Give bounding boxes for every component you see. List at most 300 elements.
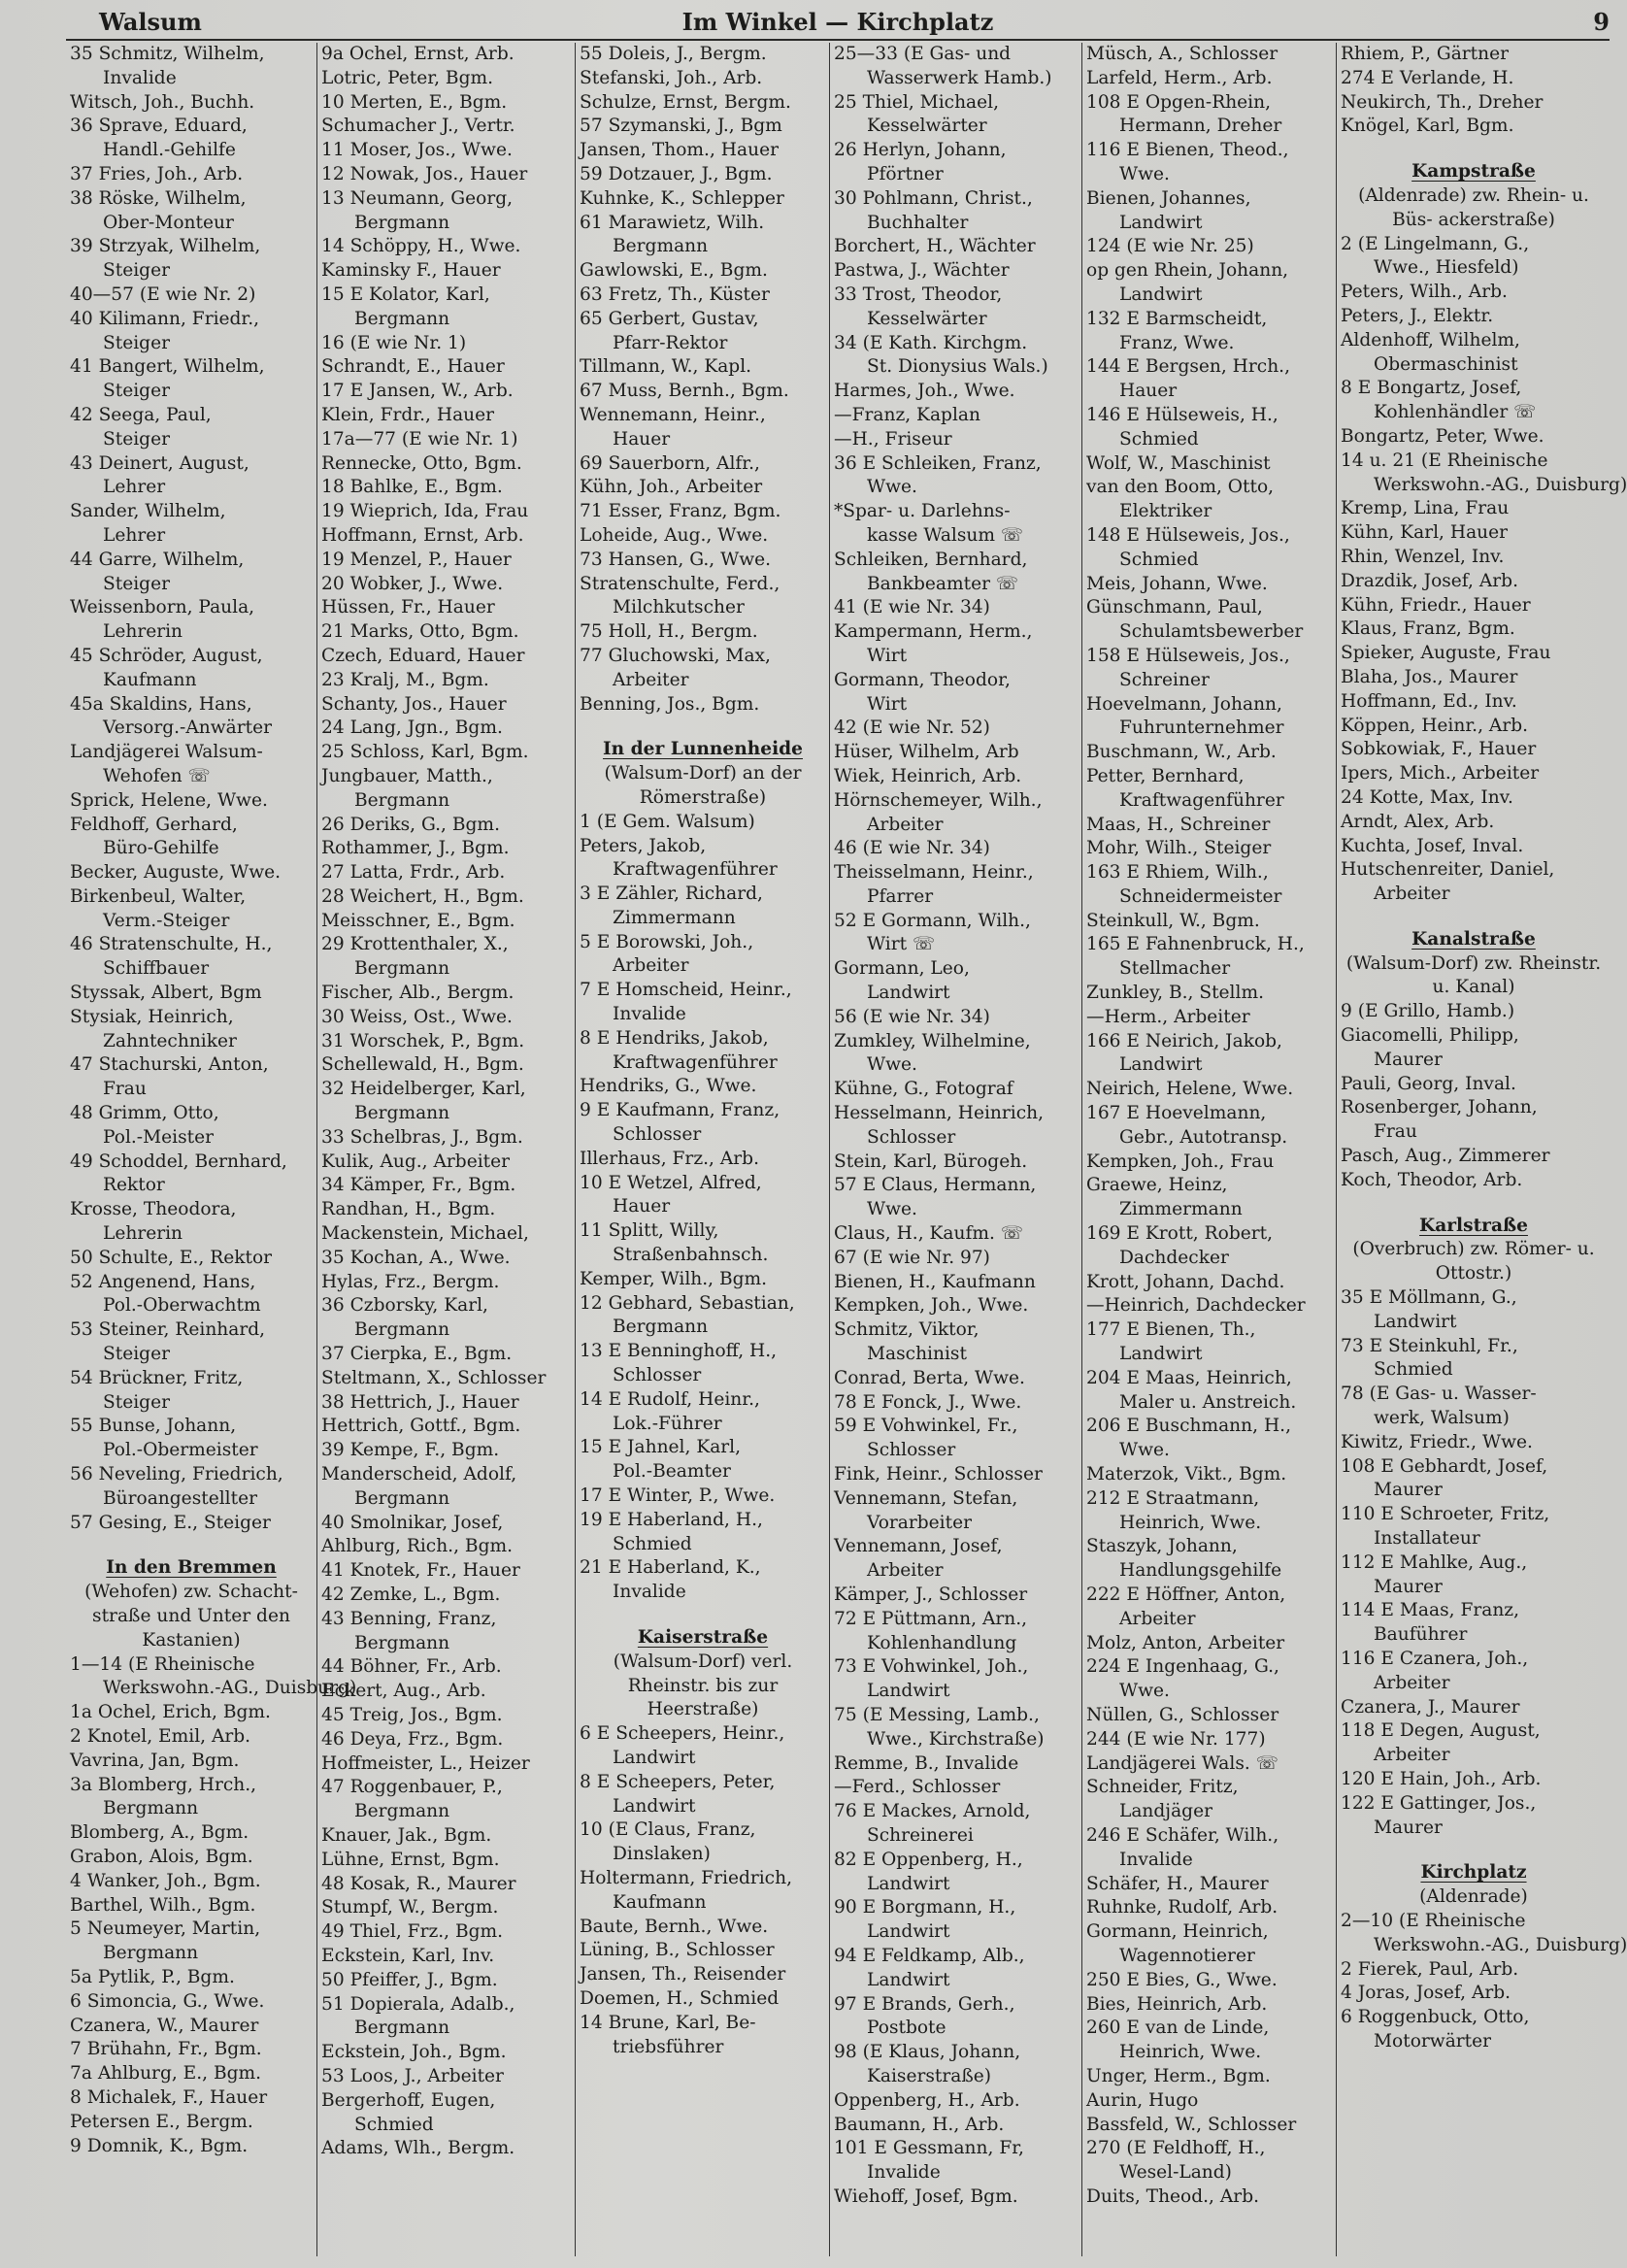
entry-name: 34 (E Kath. Kirchgm.: [834, 332, 1028, 353]
entry-name: 250 E Bies, G., Wwe.: [1086, 1969, 1278, 1990]
entry-name: 94 E Feldkamp, Alb.,: [834, 1945, 1025, 1966]
entry-name: Mackenstein, Michael,: [321, 1223, 529, 1245]
column-2: [316, 43, 576, 2256]
street-heading: [66, 1556, 316, 1652]
list-item: [1082, 1896, 1337, 1920]
entry-name: Feldhoff, Gerhard,: [70, 814, 238, 835]
list-item: [317, 428, 576, 452]
list-item: [1337, 2006, 1610, 2054]
list-item: [830, 1945, 1082, 1993]
entry-detail: Invalide: [103, 67, 177, 88]
entry-name: 18 Bahlke, E., Bgm.: [321, 477, 503, 498]
entry-name: Nüllen, G., Schlosser: [1086, 1704, 1279, 1725]
entry-name: Ahlburg, Rich., Bgm.: [321, 1536, 514, 1557]
header-center: Im Winkel — Kirchplatz: [681, 8, 994, 36]
list-item: [317, 380, 576, 404]
entry-name: 19 Menzel, P., Hauer: [321, 549, 512, 570]
entry-name: Tillmann, W., Kapl.: [580, 356, 752, 378]
entry-detail: Büro-Gehilfe: [103, 838, 219, 859]
entry-name: 73 Hansen, G., Wwe.: [580, 549, 772, 570]
entry-name: Conrad, Berta, Wwe.: [834, 1367, 1025, 1388]
list-item: [1082, 1776, 1337, 1824]
list-item: [1082, 1632, 1337, 1656]
list-item: [66, 1463, 316, 1512]
list-item: [576, 811, 830, 835]
entry-name: Schanty, Jos., Hauer: [321, 693, 507, 715]
entry-name: 1—14 (E Rheinische: [70, 1653, 255, 1675]
list-item: [66, 235, 316, 284]
entry-detail: Straßenbahnsch.: [613, 1245, 769, 1266]
entry-name: Landjägerei Walsum-: [70, 742, 263, 763]
entry-name: Schmitz, Viktor,: [834, 1319, 980, 1341]
entry-name: Drazdik, Josef, Arb.: [1341, 570, 1518, 591]
entry-name: 146 E Hülseweis, H.,: [1086, 404, 1278, 425]
entry-name: 17a—77 (E wie Nr. 1): [321, 428, 518, 450]
entry-detail: Wirt: [867, 645, 908, 666]
list-item: [830, 910, 1082, 958]
list-item: [830, 1247, 1082, 1271]
list-item: [1082, 693, 1337, 742]
entry-name: Gormann, Theodor,: [834, 669, 1011, 690]
entry-detail: Bergmann: [613, 1317, 709, 1338]
entry-name: Birkenbeul, Walter,: [70, 885, 247, 907]
list-item: [1337, 666, 1610, 690]
list-item: [1082, 861, 1337, 910]
entry-detail: Kaufmann: [613, 1891, 707, 1913]
list-item: [1082, 1294, 1337, 1318]
entry-name: Bassfeld, W., Schlosser: [1086, 2114, 1297, 2135]
entry-name: 25 Schloss, Karl, Bgm.: [321, 742, 529, 763]
entry-name: 90 E Borgmann, H.,: [834, 1897, 1016, 1918]
list-item: [1082, 1222, 1337, 1271]
entry-name: Klein, Frdr., Hauer: [321, 404, 495, 425]
list-item: [66, 1966, 316, 1990]
entry-name: Knögel, Karl, Bgm.: [1341, 116, 1514, 137]
entry-detail: Kohlenhändler ☏: [1374, 402, 1537, 423]
list-item: [576, 380, 830, 404]
entry-detail: Landwirt: [867, 1681, 950, 1702]
entry-name: 3 E Zähler, Richard,: [580, 884, 763, 905]
entry-name: Blomberg, A., Bgm.: [70, 1822, 249, 1844]
list-item: [830, 91, 1082, 140]
list-item: [1082, 476, 1337, 524]
entry-name: 67 Muss, Bernh., Bgm.: [580, 381, 789, 402]
entry-name: Holtermann, Friedrich,: [580, 1867, 792, 1888]
list-item: [1082, 1969, 1337, 1993]
entry-name: 270 (E Feldhoff, H.,: [1086, 2138, 1266, 2159]
list-item: [576, 1388, 830, 1437]
entry-name: 49 Schoddel, Bernhard,: [70, 1151, 287, 1172]
list-item: [576, 693, 830, 717]
list-item: [317, 933, 576, 982]
entry-name: Schellewald, H., Bgm.: [321, 1054, 524, 1076]
list-item: [830, 332, 1082, 381]
entry-detail: Arbeiter: [613, 669, 689, 690]
list-item: [317, 1655, 576, 1680]
list-item: [317, 910, 576, 934]
list-item: [1337, 1910, 1627, 1958]
entry-name: 13 E Benninghoff, H.,: [580, 1341, 778, 1362]
entry-detail: Lehrerin: [103, 621, 183, 643]
entry-name: Aurin, Hugo: [1086, 2089, 1199, 2111]
entry-name: 274 E Verlande, H.: [1341, 67, 1514, 88]
list-item: [1082, 1824, 1337, 1873]
entry-name: 17 E Winter, P., Wwe.: [580, 1485, 776, 1507]
entry-name: 43 Benning, Franz,: [321, 1608, 497, 1629]
entry-name: 51 Dopierala, Adalb.,: [321, 1993, 515, 2015]
list-item: [830, 43, 1082, 91]
list-item: [830, 596, 1082, 620]
list-item: [66, 1151, 316, 1199]
entry-detail: Kaiserstraße): [867, 2065, 992, 2086]
entry-name: 41 Bangert, Wilhelm,: [70, 356, 265, 378]
entry-name: Peters, Jakob,: [580, 835, 707, 856]
entry-detail: Maurer: [1374, 1049, 1443, 1070]
entry-name: Bienen, H., Kaufmann: [834, 1271, 1036, 1292]
list-item: [830, 2089, 1082, 2114]
list-item: [317, 1873, 576, 1897]
entry-name: 206 E Buschmann, H.,: [1086, 1416, 1291, 1437]
entry-name: 42 Seega, Paul,: [70, 404, 212, 425]
entry-detail: Werkswohn.-AG., Duisburg): [1374, 474, 1627, 495]
page-header: [66, 6, 1610, 41]
entry-name: Rosenberger, Johann,: [1341, 1097, 1538, 1118]
entry-name: Schneider, Fritz,: [1086, 1777, 1239, 1798]
entry-name: 45 Schröder, August,: [70, 645, 263, 666]
entry-detail: Maler u. Anstreich.: [1119, 1391, 1297, 1413]
list-item: [1082, 1151, 1337, 1175]
list-item: [1082, 1704, 1337, 1728]
list-item: [830, 187, 1082, 236]
entry-name: 10 (E Claus, Franz,: [580, 1819, 756, 1841]
entry-name: 15 E Kolator, Karl,: [321, 284, 490, 305]
entry-detail: St. Dionysius Wals.): [867, 356, 1048, 378]
list-item: [317, 1174, 576, 1198]
list-item: [317, 91, 576, 116]
entry-name: Aldenhoff, Wilhelm,: [1341, 329, 1520, 350]
entry-name: 19 Wieprich, Ida, Frau: [321, 501, 529, 522]
entry-detail: Wwe.: [1119, 163, 1170, 184]
entry-name: 116 E Bienen, Theod.,: [1086, 140, 1289, 161]
street-heading: [1337, 160, 1610, 232]
list-item: [576, 1556, 830, 1605]
list-item: [317, 2041, 576, 2065]
entry-name: Giacomelli, Philipp,: [1341, 1025, 1519, 1047]
entry-name: 35 Kochan, A., Wwe.: [321, 1247, 511, 1268]
list-item: [317, 1945, 576, 1969]
list-item: [830, 1752, 1082, 1777]
entry-name: 7 E Homscheid, Heinr.,: [580, 980, 792, 1001]
entry-detail: Schneidermeister: [1119, 885, 1282, 907]
entry-detail: Schiffbauer: [103, 958, 210, 980]
entry-name: Kampermann, Herm.,: [834, 621, 1033, 643]
list-item: [317, 693, 576, 717]
entry-name: 46 (E wie Nr. 34): [834, 838, 990, 859]
entry-detail: Hermann, Dreher: [1119, 116, 1282, 137]
entry-detail: Schmied: [613, 1533, 692, 1554]
entry-name: 37 Fries, Joh., Arb.: [70, 163, 244, 184]
list-item: [317, 596, 576, 620]
list-item: [66, 982, 316, 1006]
entry-name: 11 Moser, Jos., Wwe.: [321, 140, 513, 161]
street-name: Karlstraße: [1419, 1215, 1528, 1236]
entry-name: Sobkowiak, F., Hauer: [1341, 739, 1537, 760]
list-item: [830, 1655, 1082, 1704]
entry-name: —Heinrich, Dachdecker: [1086, 1295, 1306, 1317]
list-item: [1337, 738, 1610, 762]
entry-name: 110 E Schroeter, Fritz,: [1341, 1504, 1550, 1525]
entry-name: Hoffmann, Ernst, Arb.: [321, 524, 524, 546]
entry-name: 24 Lang, Jgn., Bgm.: [321, 717, 503, 739]
entry-name: Wennemann, Heinr.,: [580, 404, 766, 425]
entry-name: 57 E Claus, Hermann,: [834, 1175, 1037, 1196]
entry-detail: Landwirt: [1119, 284, 1203, 305]
entry-name: Rhiem, P., Gärtner: [1341, 44, 1510, 64]
entry-name: 212 E Straatmann,: [1086, 1487, 1260, 1509]
list-item: [66, 2062, 316, 2086]
list-item: [317, 2065, 576, 2089]
entry-detail: Dinslaken): [613, 1844, 711, 1865]
entry-name: 246 E Schäfer, Wilh.,: [1086, 1824, 1279, 1846]
entry-name: 59 E Vohwinkel, Fr.,: [834, 1416, 1018, 1437]
columns-container: [66, 43, 1627, 2266]
street-name: In den Bremmen: [106, 1557, 277, 1579]
entry-name: Wiehoff, Josef, Bgm.: [834, 2185, 1018, 2207]
list-item: [1337, 1503, 1610, 1551]
list-item: [1082, 837, 1337, 861]
entry-detail: Werkswohn.-AG., Duisburg): [103, 1678, 357, 1699]
entry-name: 122 E Gattinger, Jos.,: [1341, 1792, 1537, 1814]
entry-name: Eckert, Aug., Arb.: [321, 1681, 486, 1702]
entry-name: Neukirch, Th., Dreher: [1341, 91, 1544, 113]
list-item: [317, 1680, 576, 1704]
entry-name: Benning, Jos., Bgm.: [580, 693, 760, 715]
entry-detail: Invalide: [613, 1582, 686, 1603]
entry-name: Köppen, Heinr., Arb.: [1341, 715, 1529, 736]
entry-detail: Pol.-Oberwachtm: [103, 1295, 261, 1317]
list-item: [66, 1512, 316, 1536]
entry-name: Maas, H., Schreiner: [1086, 814, 1271, 835]
entry-name: Peters, J., Elektr.: [1341, 305, 1494, 326]
list-item: [317, 1512, 576, 1536]
street-name: Kampstraße: [1411, 161, 1536, 183]
list-item: [1337, 786, 1610, 811]
list-item: [317, 814, 576, 838]
entry-name: 54 Brückner, Fritz,: [70, 1367, 244, 1388]
list-item: [1337, 425, 1610, 450]
list-item: [317, 355, 576, 380]
entry-name: 112 E Mahlke, Aug.,: [1341, 1551, 1528, 1573]
entry-name: 12 Gebhard, Sebastian,: [580, 1292, 795, 1314]
entry-name: 47 Roggenbauer, P.,: [321, 1777, 503, 1798]
list-item: [830, 1993, 1082, 2042]
entry-name: 40 Smolnikar, Josef,: [321, 1512, 504, 1533]
list-item: [317, 1896, 576, 1920]
street-description: (Aldenrade) zw. Rhein- u. Büs- ackerstraße): [1358, 184, 1589, 230]
list-item: [317, 765, 576, 814]
list-item: [1337, 1648, 1610, 1696]
entry-detail: Bergmann: [354, 1801, 450, 1822]
list-item: [830, 1294, 1082, 1318]
entry-detail: Landwirt: [1119, 1054, 1203, 1076]
list-item: [317, 982, 576, 1006]
entry-detail: Bergmann: [613, 236, 709, 257]
entry-name: Meis, Johann, Wwe.: [1086, 573, 1268, 594]
entry-name: Kühn, Friedr., Hauer: [1341, 594, 1531, 616]
column-6: [1336, 43, 1627, 2256]
entry-name: 45a Skaldins, Hans,: [70, 693, 252, 715]
entry-name: 222 E Höffner, Anton,: [1086, 1584, 1286, 1605]
entry-detail: Landwirt: [1374, 1311, 1457, 1332]
list-item: [1082, 573, 1337, 597]
list-item: [830, 1849, 1082, 1897]
list-item: [1337, 1096, 1610, 1145]
entry-name: 24 Kotte, Max, Inv.: [1341, 786, 1513, 808]
entry-name: Zumkley, Wilhelmine,: [834, 1030, 1031, 1051]
entry-name: Stumpf, W., Bergm.: [321, 1897, 499, 1918]
list-item: [1337, 43, 1610, 67]
entry-detail: Handlungsgehilfe: [1119, 1560, 1282, 1582]
entry-name: 35 E Möllmann, G.,: [1341, 1287, 1517, 1309]
list-item: [66, 1870, 316, 1894]
list-item: [830, 765, 1082, 789]
street-name: Kaiserstraße: [637, 1627, 769, 1648]
entry-name: 11 Splitt, Willy,: [580, 1220, 719, 1242]
entry-name: 30 Weiss, Ost., Wwe.: [321, 1006, 513, 1027]
list-item: [317, 1030, 576, 1054]
entry-name: —Ferd., Schlosser: [834, 1777, 1001, 1798]
entry-name: Stefanski, Joh., Arb.: [580, 67, 763, 88]
street-heading: [1337, 1215, 1610, 1286]
entry-name: Unger, Herm., Bgm.: [1086, 2065, 1271, 2086]
entry-name: Krosse, Theodora,: [70, 1199, 237, 1220]
entry-detail: Steiger: [103, 332, 170, 353]
entry-name: 25—33 (E Gas- und: [834, 44, 1012, 64]
entry-name: 4 Wanker, Joh., Bgm.: [70, 1870, 261, 1891]
list-item: [830, 1415, 1082, 1463]
entry-name: 244 (E wie Nr. 177): [1086, 1728, 1266, 1750]
list-item: [66, 596, 316, 645]
entry-name: Schäfer, H., Maurer: [1086, 1873, 1269, 1894]
entry-detail: Arbeiter: [867, 814, 944, 835]
entry-name: Krott, Johann, Dachd.: [1086, 1271, 1285, 1292]
entry-name: Fink, Heinr., Schlosser: [834, 1464, 1043, 1485]
list-item: [576, 1939, 830, 1963]
entry-detail: Landwirt: [1119, 1344, 1203, 1365]
list-item: [317, 1294, 576, 1343]
list-item: [1082, 1367, 1337, 1416]
entry-detail: Wesel-Land): [1119, 2162, 1232, 2184]
list-item: [66, 1918, 316, 1966]
entry-detail: Bergmann: [354, 789, 450, 811]
entry-name: 33 Schelbras, J., Bgm.: [321, 1126, 523, 1148]
street-name: In der Lunnenheide: [602, 739, 803, 760]
entry-name: Materzok, Vikt., Bgm.: [1086, 1464, 1287, 1485]
list-item: [1082, 1487, 1337, 1536]
entry-name: Jansen, Thom., Hauer: [580, 140, 779, 161]
list-item: [830, 1535, 1082, 1584]
list-item: [317, 1969, 576, 1993]
list-item: [317, 1053, 576, 1078]
entry-name: 118 E Degen, August,: [1341, 1720, 1541, 1742]
entry-name: Larfeld, Herm., Arb.: [1086, 67, 1273, 88]
entry-name: 42 (E wie Nr. 52): [834, 717, 990, 739]
entry-name: 78 (E Gas- u. Wasser-: [1341, 1384, 1537, 1405]
list-item: [66, 1725, 316, 1750]
list-item: [66, 789, 316, 814]
list-item: [1337, 329, 1610, 378]
entry-name: Schrandt, E., Hauer: [321, 356, 505, 378]
entry-name: 34 Kämper, Fr., Bgm.: [321, 1175, 516, 1196]
list-item: [830, 1318, 1082, 1367]
entry-name: 82 E Oppenberg, H.,: [834, 1849, 1023, 1870]
list-item: [317, 861, 576, 885]
list-item: [830, 404, 1082, 428]
entry-name: 57 Szymanski, J., Bgm: [580, 116, 782, 137]
list-item: [576, 1484, 830, 1509]
list-item: [66, 2038, 316, 2062]
list-item: [830, 957, 1082, 1006]
entry-name: 2 Knotel, Emil, Arb.: [70, 1725, 251, 1747]
list-item: [576, 187, 830, 212]
entry-name: 25 Thiel, Michael,: [834, 91, 999, 113]
entry-name: 38 Hettrich, J., Hauer: [321, 1391, 519, 1413]
entry-name: 41 (E wie Nr. 34): [834, 597, 990, 618]
list-item: [830, 235, 1082, 259]
list-item: [66, 1774, 316, 1822]
entry-name: Manderscheid, Adolf,: [321, 1464, 517, 1485]
entry-name: Koch, Theodor, Arb.: [1341, 1169, 1523, 1190]
entry-name: 31 Worschek, P., Bgm.: [321, 1030, 525, 1051]
entry-name: 13 Neumann, Georg,: [321, 187, 514, 209]
entry-name: Kaminsky F., Hauer: [321, 260, 501, 282]
list-item: [1082, 1993, 1337, 2018]
entry-name: Vennemann, Josef,: [834, 1536, 1003, 1557]
entry-name: Kempken, Joh., Wwe.: [834, 1295, 1029, 1317]
list-item: [576, 1722, 830, 1771]
list-item: [1337, 1599, 1610, 1648]
entry-detail: Installateur: [1374, 1528, 1480, 1550]
column-1: [66, 43, 357, 2256]
list-item: [317, 1993, 576, 2042]
list-item: [1337, 1286, 1610, 1335]
entry-name: Kühn, Karl, Hauer: [1341, 522, 1509, 544]
list-item: [1082, 1920, 1337, 1969]
entry-name: 9 E Kaufmann, Franz,: [580, 1100, 780, 1121]
entry-detail: Obermaschinist: [1374, 353, 1518, 375]
entry-name: Hörnschemeyer, Wilh.,: [834, 789, 1043, 811]
entry-name: 52 E Gormann, Wilh.,: [834, 910, 1031, 931]
entry-name: 27 Latta, Frdr., Arb.: [321, 862, 506, 884]
entry-name: Meisschner, E., Bgm.: [321, 910, 515, 931]
list-item: [830, 861, 1082, 910]
entry-name: Czech, Eduard, Hauer: [321, 645, 525, 666]
entry-detail: Schlosser: [613, 1124, 702, 1146]
entry-detail: Landwirt: [867, 1969, 950, 1990]
list-item: [317, 452, 576, 477]
list-item: [1337, 1145, 1610, 1169]
list-item: [317, 1126, 576, 1151]
entry-name: Sander, Wilhelm,: [70, 501, 226, 522]
entry-name: 124 (E wie Nr. 25): [1086, 236, 1254, 257]
entry-name: Rothammer, J., Bgm.: [321, 838, 510, 859]
list-item: [1337, 1696, 1610, 1720]
list-item: [317, 1824, 576, 1849]
list-item: [1337, 497, 1610, 521]
entry-name: Steinkull, W., Bgm.: [1086, 910, 1260, 931]
list-item: [317, 1608, 576, 1656]
entry-name: Loheide, Aug., Wwe.: [580, 524, 769, 546]
